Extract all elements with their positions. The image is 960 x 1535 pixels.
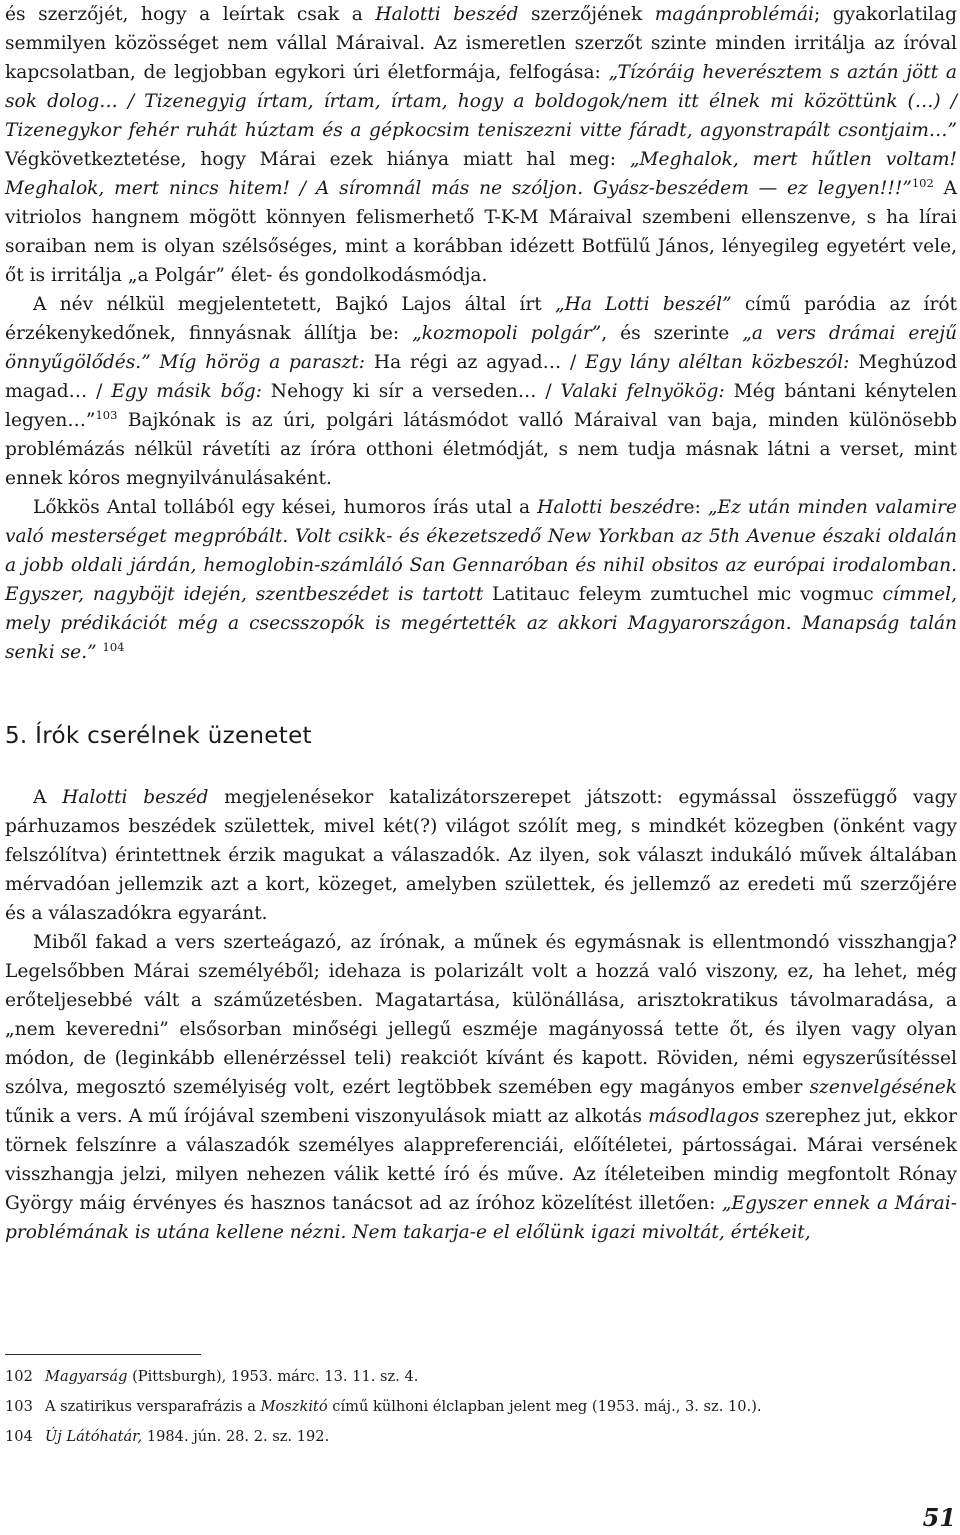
page-body xyxy=(5,0,957,1247)
italic-text: Magyarság xyxy=(45,1368,128,1385)
text-run: tűnik a vers. A mű írójával szembeni viszonyulások miatt az alkotás xyxy=(5,1106,649,1127)
italic-text: Halotti beszéd xyxy=(375,4,519,25)
italic-text: „Egyszer ennek a Márai-problémának is utána kellene nézni. Nem takarja-e el előlünk igazi mivoltát, értékeit, xyxy=(5,1193,957,1243)
text-run: szerzőjének xyxy=(518,4,655,25)
text-run: re: xyxy=(674,497,708,518)
footnote xyxy=(5,1392,957,1422)
italic-text: Valaki felnyökög: xyxy=(560,381,725,402)
text-run: A xyxy=(33,787,63,808)
italic-text: „Ha Lotti beszél” xyxy=(554,294,732,315)
italic-text: Halotti beszéd xyxy=(62,787,209,808)
paragraph xyxy=(5,493,957,667)
text-run: (Pittsburgh), 1953. márc. 13. 11. sz. 4. xyxy=(127,1368,419,1385)
text-run: 1984. jún. 28. 2. sz. 192. xyxy=(142,1428,330,1445)
paragraph xyxy=(5,928,957,1247)
paragraph xyxy=(5,783,957,928)
text-run: Miből fakad a vers szerteágazó, az írónak, a műnek és egymásnak is ellentmondó visszhangja? Legelsőbben Márai személyéből; idehaza is polarizált volt a hozzá való viszony, ez, ha lehet, még erőteljesebbé vált a száműzetésben. Magatartása, különállása, arisztokratikus távolmaradása, a „nem keveredni” elsősorban minőségi jellegű eszméje magányossá tette őt, és ilyen vagy olyan módon, de (leginkább ellenérzéssel teli) reakciót kívánt és kapott. Röviden, némi egyszerűsítéssel szólva, megosztó személyiség volt, ezért legtöbbek szemében egy magányos ember xyxy=(5,932,957,1098)
text-run: megjelenésekor katalizátorszerepet játszott: egymással összefüggő vagy párhuzamos beszédek születtek, mivel két(?) világot szólít meg, s mindkét közegben (önként vagy felszólítva) érintettnek érzik magukat a válaszadók. Az ilyen, sok választ indukáló művek általában mérvadóan jellemzik azt a kort, közeget, amelyben születtek, és jellemző az eredeti mű szerzőjére és a válaszadókra egyaránt. xyxy=(5,787,957,924)
footnote-reference: 103 xyxy=(95,407,118,422)
footnote-divider xyxy=(5,1354,201,1355)
text-run: és szerzőjét, hogy a leírtak csak a xyxy=(5,4,376,25)
text-run: című paródia az írót érzékenykedőnek, finnyásnak állítja be: xyxy=(5,294,958,344)
italic-text: Egy másik bőg: xyxy=(111,381,262,402)
italic-text: magánproblémái xyxy=(654,4,814,25)
page-number: 51 xyxy=(922,1503,956,1532)
text-run: Lőkkös Antal tollából egy kései, humoros írás utal a xyxy=(33,497,538,518)
text-run: című külhoni élclapban jelent meg (1953. máj., 3. sz. 10.). xyxy=(327,1398,762,1415)
text-run: Végkövetkeztetése, hogy Márai ezek hiánya miatt hal meg: xyxy=(5,149,630,170)
text-run: Latitauc feleym zumtuchel mic vogmuc xyxy=(483,584,883,605)
text-run: Ha régi az agyad… / xyxy=(365,352,586,373)
italic-text: másodlagos xyxy=(648,1106,760,1127)
body-text-top xyxy=(5,0,957,667)
paragraph xyxy=(5,0,957,290)
italic-text: címmel, mely prédikációt még a csecsszopók is megértették az akkori Magyarországon. Manapság talán senki se.” xyxy=(5,584,957,663)
italic-text: „Ez után minden valamire való mesterséget megpróbált. Volt csikk- és ékezetszedő New Yorkban az 5th Avenue északi oldalán a jobb oldali járdán, hemoglobin-számláló San Gennaróban és nihil obsitos az európai irodalomban. Egyszer, nagyböjt idején, szentbeszédet is tartott xyxy=(5,497,957,605)
footnote-number: 103 xyxy=(5,1398,33,1415)
italic-text: Egy lány aléltan közbeszól: xyxy=(585,352,850,373)
text-run: Nehogy ki sír a verseden… / xyxy=(261,381,561,402)
paragraph xyxy=(5,290,957,493)
text-run: szerephez jut, ekkor törnek felszínre a válaszadók személyes alappreferenciái, előítéletei, pártosságai. Márai versének visszhangja jelzi, milyen nehezen válik ketté író és műve. Az ítéleteiben mindig megfontolt Rónay György máig érvényes és hasznos tanácsot ad az íróhoz közelítést illetően: xyxy=(5,1106,957,1214)
italic-text: „kozmopoli polgár” xyxy=(412,323,602,344)
footnote-reference: 102 xyxy=(911,175,934,190)
section-heading: 5. Írók cserélnek üzenetet xyxy=(5,723,312,749)
italic-text: „Meghalok, mert hűtlen voltam! Meghalok, mert nincs hitem! / A síromnál más ne szóljon. Gyász-beszédem — ez legyen!!!” xyxy=(5,149,957,199)
body-text-bottom xyxy=(5,783,957,1247)
text-run: Még bántani kénytelen legyen…” xyxy=(5,381,957,431)
footnote xyxy=(5,1362,957,1392)
footnote-reference: 104 xyxy=(102,639,125,654)
footnote-number: 104 xyxy=(5,1428,33,1445)
text-run: A vitriolos hangnem mögött könnyen felismerhető T-K-M Máraival szembeni ellenszenve, s ha lírai soraiban nem is olyan szélsőséges, mint a korábban idézett Botfülű János, lényegileg egyetért vele, őt is irritálja „a Polgár” élet- és gondolkodásmódja. xyxy=(5,178,957,286)
italic-text: Új Látóhatár, xyxy=(45,1428,143,1445)
text-run: ; gyakorlatilag semmilyen közösséget nem vállal Máraival. Az ismeretlen szerzőt szinte minden irritálja az íróval kapcsolatban, de legjobban egykori úri életformája, felfogása: xyxy=(5,4,957,83)
text-run: A név nélkül megjelentetett, Bajkó Lajos által írt xyxy=(33,294,555,315)
italic-text: szenvelgésének xyxy=(809,1077,957,1098)
text-run: Bajkónak is az úri, polgári látásmódot valló Máraival van baja, minden különösebb problémázás nélkül rávetíti az íróra otthoni életmódját, s nem tudja másnak látni a verset, mint ennek kóros megnyilvánulásaként. xyxy=(5,410,957,489)
italic-text: Halotti beszéd xyxy=(537,497,675,518)
footnote-number: 102 xyxy=(5,1368,33,1385)
text-run: A szatirikus versparafrázis a xyxy=(45,1398,261,1415)
text-run: , és szerinte xyxy=(601,323,743,344)
text-run: Meghúzod magad… / xyxy=(5,352,957,402)
italic-text: „Tízóráig heverésztem s aztán jött a sok dolog… / Tizenegyig írtam, írtam, írtam, hogy a boldogok/nem itt élnek mi közöttünk (…) / Tizenegykor fehér ruhát húztam és a gépkocsim teniszezni vitte fáradt, agyonstrapált csontjaim…” xyxy=(5,62,957,141)
footnotes xyxy=(5,1362,957,1452)
footnote xyxy=(5,1422,957,1452)
italic-text: Moszkitó xyxy=(260,1398,328,1415)
italic-text: „a vers drámai erejű önnyűgölődés.” Míg hörög a paraszt: xyxy=(5,323,957,373)
